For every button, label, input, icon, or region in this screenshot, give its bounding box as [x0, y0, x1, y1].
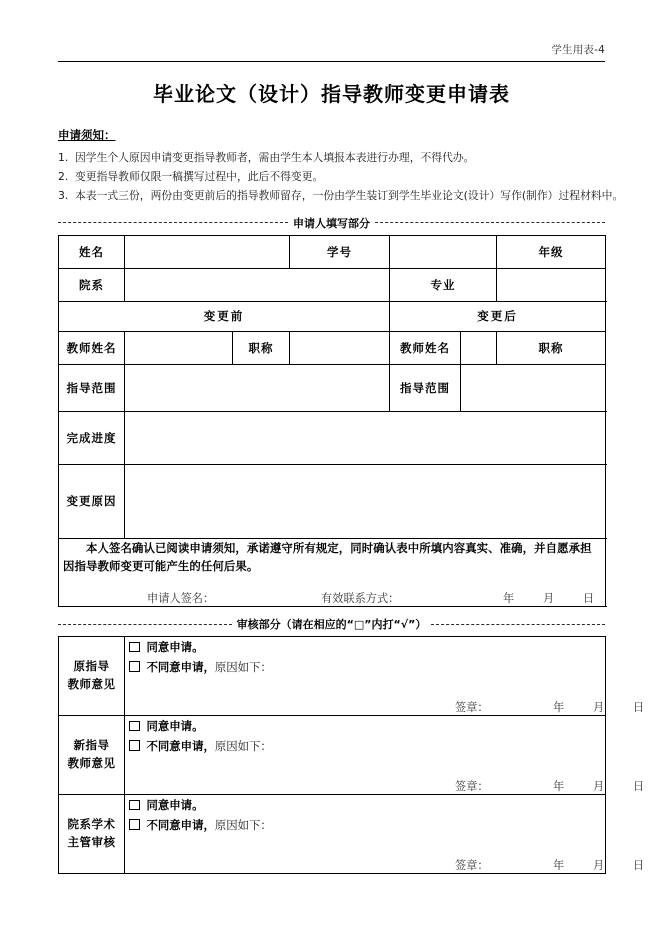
option-agree-label: 同意申请。: [146, 640, 204, 655]
year-label: 年: [503, 592, 515, 606]
option-disagree-reason-label: 原因如下：: [214, 738, 272, 753]
field-major-value[interactable]: [497, 268, 606, 301]
label-before-title: 职称: [233, 331, 290, 364]
table-row: [59, 235, 606, 268]
review-label-line1: 新指导: [73, 738, 110, 753]
review-label-line2: 主管审核: [67, 835, 116, 850]
table-row: [59, 538, 606, 607]
day-label: 日: [633, 780, 645, 794]
review-body-new-advisor: [125, 716, 645, 795]
option-agree[interactable]: [129, 717, 601, 737]
review-body-original-advisor: [125, 637, 645, 716]
notice-item-number: 3.: [58, 188, 69, 202]
notice-item-number: 1.: [58, 151, 69, 164]
option-agree[interactable]: [129, 796, 601, 816]
option-disagree-label: 不同意申请，: [146, 817, 215, 832]
year-label: 年: [553, 859, 565, 873]
label-after-teacher-name: 教师姓名: [390, 331, 461, 364]
month-label: 月: [593, 859, 605, 873]
table-row: [59, 795, 606, 874]
notice-item-number: 2.: [58, 169, 69, 183]
review-label-line1: 院系学术: [67, 817, 116, 832]
checkbox-icon[interactable]: [129, 819, 140, 830]
option-agree-label: 同意申请。: [146, 719, 204, 734]
month-label: 月: [593, 780, 605, 794]
label-after-title: 职称: [497, 331, 606, 364]
notice-item-text: 因学生个人原因申请变更指导教师者，需由学生本人填报本表进行办理，不得代办。: [75, 151, 475, 164]
divider-dash-right: [375, 222, 605, 223]
checkbox-icon[interactable]: [129, 661, 140, 672]
page-title: 毕业论文（设计）指导教师变更申请表: [153, 82, 510, 106]
field-after-teacher-name-value[interactable]: [461, 331, 497, 364]
divider-label: 申请人填写部分: [293, 216, 370, 230]
review-body-department-academic: [125, 795, 645, 874]
field-before-scope-value[interactable]: [125, 364, 390, 411]
option-disagree-reason-label: 原因如下：: [214, 817, 272, 832]
notice-item: [58, 168, 605, 187]
label-student-id: 学号: [290, 235, 390, 268]
year-label: 年: [553, 780, 565, 794]
table-row: [59, 716, 606, 795]
notice-heading: 申请须知：: [58, 128, 116, 142]
label-before-scope: 指导范围: [59, 364, 125, 411]
page-content: [58, 0, 645, 874]
field-before-title-value[interactable]: [290, 331, 390, 364]
divider-dash-left: [58, 624, 232, 625]
month-label: 月: [543, 592, 555, 606]
seal-label[interactable]: 签章：: [455, 859, 489, 873]
label-after-scope: 指导范围: [390, 364, 461, 411]
field-department-value[interactable]: [125, 268, 390, 301]
review-signature-row: [129, 857, 645, 873]
field-progress-value[interactable]: [125, 411, 606, 464]
field-name-value[interactable]: [125, 235, 290, 268]
declaration-text: 本人签名确认已阅读申请须知，承诺遵守所有规定，同时确认表中所填内容真实、准确，并自愿承担因指导教师变更可能产生的任何后果。: [63, 540, 592, 574]
checkbox-icon[interactable]: [129, 642, 140, 653]
month-label: 月: [593, 701, 605, 715]
applicant-table: [58, 235, 606, 608]
day-label: 日: [633, 859, 645, 873]
form-code: 学生用表-4: [551, 44, 605, 56]
review-label-line2: 教师意见: [67, 756, 116, 771]
header-rule: [58, 61, 605, 62]
notice-item-text: 本表一式三份，两份由变更前后的指导教师留存，一份由学生装订到学生毕业论文(设计）写作(制作）过程材料中。: [75, 188, 624, 202]
label-before-change: 变更前: [59, 301, 390, 331]
field-student-id-value[interactable]: [390, 235, 497, 268]
option-disagree-label: 不同意申请，: [146, 659, 215, 674]
review-label-department-academic: [59, 795, 125, 874]
label-grade: 年级: [497, 235, 606, 268]
label-progress: 完成进度: [59, 411, 125, 464]
label-before-teacher-name: 教师姓名: [59, 331, 125, 364]
label-after-change: 变更后: [390, 301, 606, 331]
divider-dash-right: [431, 624, 605, 625]
option-agree[interactable]: [129, 638, 601, 658]
applicant-section-divider: [58, 215, 605, 231]
notice-item-text: 变更指导教师仅限一稿撰写过程中，此后不得变更。: [75, 169, 324, 183]
checkbox-icon[interactable]: [129, 800, 140, 811]
table-row: [59, 301, 606, 331]
review-signature-row: [129, 778, 645, 794]
seal-label[interactable]: 签章：: [455, 780, 489, 794]
notice-section: [58, 127, 624, 206]
review-table: [58, 636, 645, 874]
table-row: [59, 464, 606, 538]
label-name: 姓名: [59, 235, 125, 268]
day-label: 日: [633, 701, 645, 715]
label-reason: 变更原因: [59, 464, 125, 538]
checkbox-icon[interactable]: [129, 721, 140, 732]
review-label-new-advisor: [59, 716, 125, 795]
option-disagree[interactable]: [129, 658, 601, 678]
review-signature-row: [129, 699, 645, 715]
seal-label[interactable]: 签章：: [455, 701, 489, 715]
table-row: [59, 331, 606, 364]
review-label-line2: 教师意见: [67, 677, 116, 692]
option-disagree-reason-label: 原因如下：: [214, 659, 272, 674]
notice-item: [58, 149, 605, 168]
table-row: [59, 268, 606, 301]
day-label: 日: [583, 592, 595, 606]
option-disagree-label: 不同意申请，: [146, 738, 215, 753]
option-disagree[interactable]: [129, 737, 601, 757]
divider-label: 审核部分（请在相应的“□”内打“√”）: [236, 618, 427, 632]
option-agree-label: 同意申请。: [146, 798, 204, 813]
label-department: 院系: [59, 268, 125, 301]
divider-dash-left: [58, 222, 288, 223]
review-label-line1: 原指导: [73, 659, 110, 674]
table-row: [59, 637, 606, 716]
field-reason-value[interactable]: [125, 464, 606, 538]
notice-item: [58, 187, 624, 206]
review-label-original-advisor: [59, 637, 125, 716]
label-major: 专业: [390, 268, 497, 301]
checkbox-icon[interactable]: [129, 740, 140, 751]
field-before-teacher-name-value[interactable]: [125, 331, 233, 364]
applicant-signature-label[interactable]: 申请人签名：: [147, 592, 215, 606]
contact-label[interactable]: 有效联系方式：: [321, 592, 400, 606]
table-row: [59, 411, 606, 464]
declaration-signature-row: [63, 590, 601, 606]
declaration-cell: [59, 538, 606, 607]
option-disagree[interactable]: [129, 816, 601, 836]
year-label: 年: [553, 701, 565, 715]
field-after-scope-value[interactable]: [461, 364, 606, 411]
review-section-divider: [58, 616, 605, 632]
table-row: [59, 364, 606, 411]
